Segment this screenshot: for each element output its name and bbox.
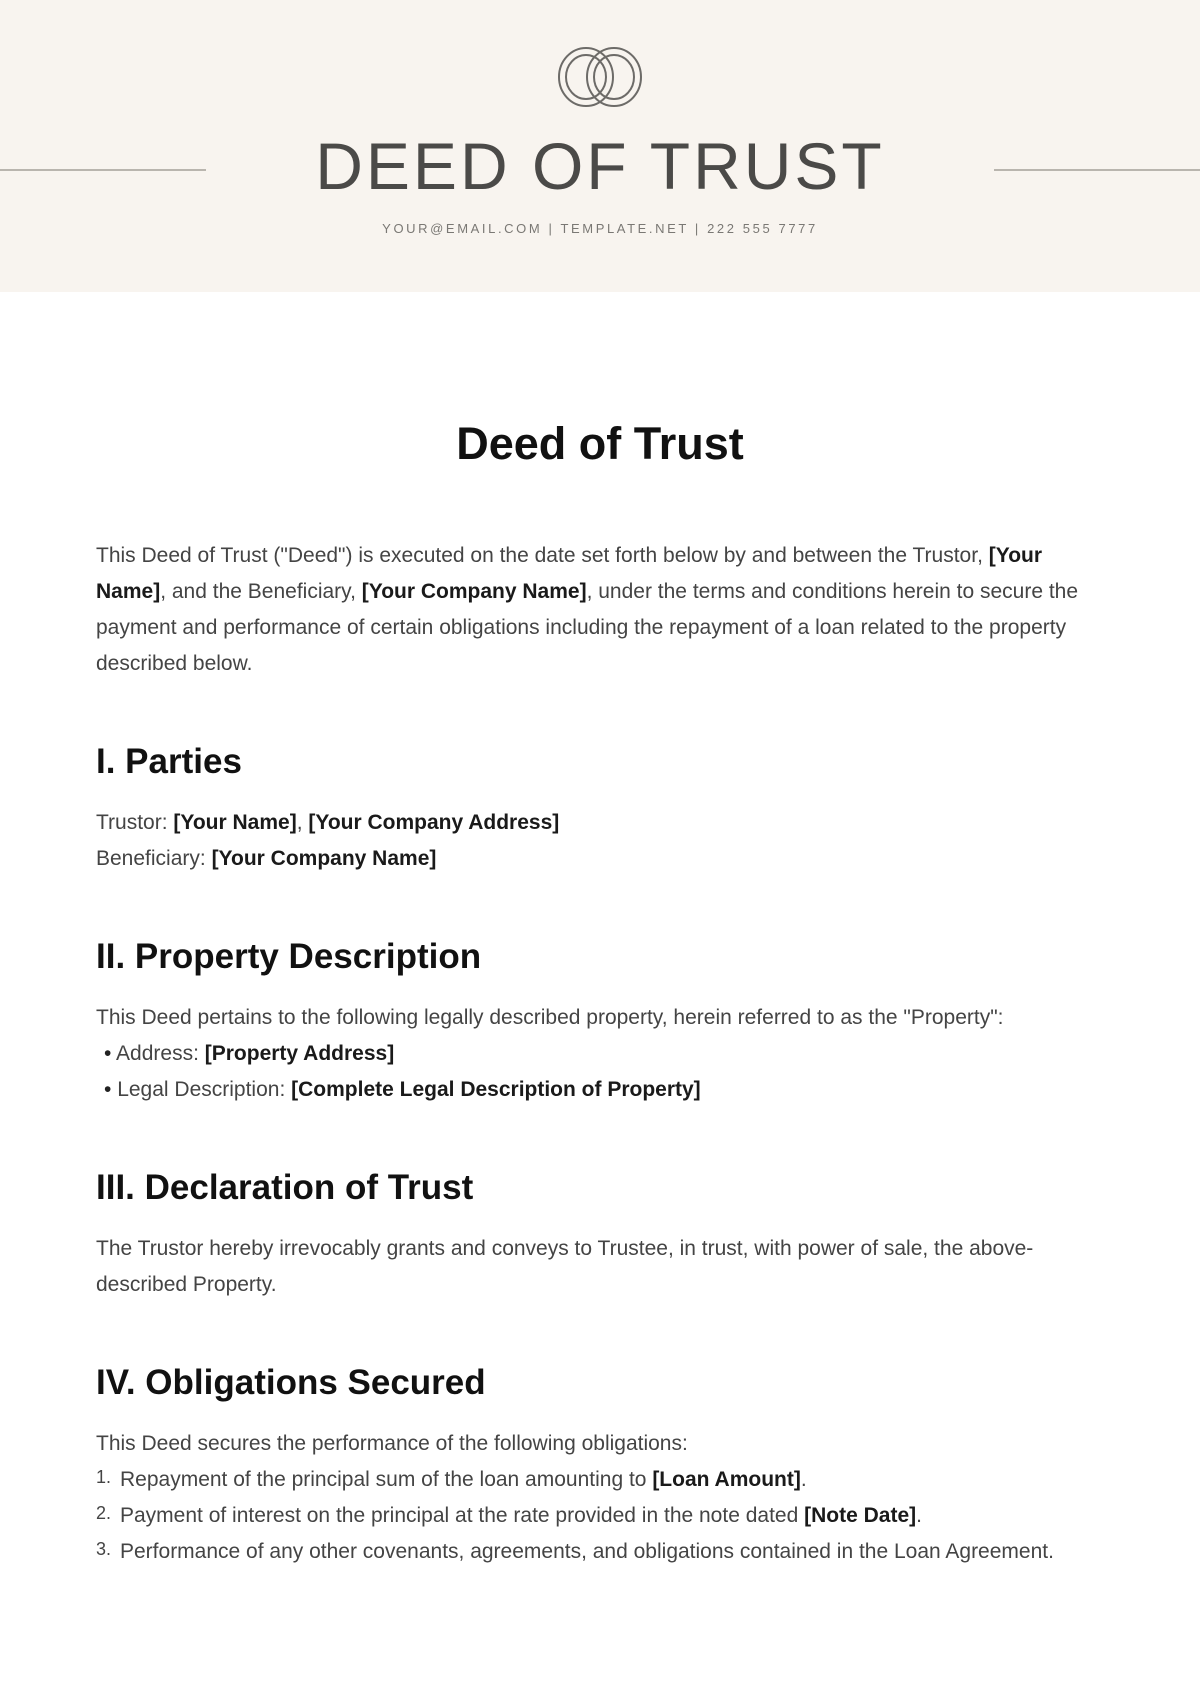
section-property-description xyxy=(96,935,1106,1108)
item-value: [Property Address] xyxy=(204,1042,395,1065)
list-item xyxy=(104,1072,1106,1108)
brand-title: DEED OF TRUST xyxy=(315,129,885,203)
section-text: This Deed pertains to the following legally described property, herein referred to as the "Property": xyxy=(96,1006,1004,1029)
placeholder-company-name: [Your Company Name] xyxy=(361,580,587,603)
section-text: This Deed secures the performance of the following obligations: xyxy=(96,1432,688,1455)
trustor-address: [Your Company Address] xyxy=(308,811,560,834)
item-text: Performance of any other covenants, agreements, and obligations contained in the Loan Agreement. xyxy=(120,1540,1054,1563)
intro-text: , and the Beneficiary, xyxy=(160,580,362,603)
header-banner xyxy=(0,0,1200,292)
intro-text: , under the terms and conditions herein to secure the payment and performance of certain obligations including the repayment of a loan related to the property described below. xyxy=(96,580,1079,675)
section-text: The Trustor hereby irrevocably grants and conveys to Trustee, in trust, with power of sale, the above-described Property. xyxy=(96,1237,1034,1296)
list-item xyxy=(96,1498,1106,1534)
section-declaration-of-trust xyxy=(96,1166,1106,1303)
list-item xyxy=(96,1462,1106,1498)
document-body xyxy=(96,538,1106,1570)
placeholder-your-name: [Your Name] xyxy=(96,544,1043,603)
section-parties xyxy=(96,740,1106,877)
property-list xyxy=(96,1036,1106,1108)
beneficiary-name: [Your Company Name] xyxy=(211,847,437,870)
intro-paragraph xyxy=(96,538,1106,682)
list-item xyxy=(104,1036,1106,1072)
section-heading: III. Declaration of Trust xyxy=(96,1168,474,1207)
trustor-name: [Your Name] xyxy=(173,811,297,834)
item-value: [Complete Legal Description of Property] xyxy=(291,1078,701,1101)
document-title: Deed of Trust xyxy=(456,418,744,469)
item-label: Address: xyxy=(116,1042,205,1065)
beneficiary-line xyxy=(96,841,1106,877)
item-end: . xyxy=(916,1504,922,1527)
interlocking-rings-icon xyxy=(552,44,648,110)
item-text: Payment of interest on the principal at the rate provided in the note dated xyxy=(120,1504,805,1527)
item-number: 2. xyxy=(96,1503,112,1523)
trustor-line xyxy=(96,805,1106,841)
section-obligations-secured xyxy=(96,1361,1106,1570)
item-end: . xyxy=(800,1468,807,1491)
contact-info: YOUR@EMAIL.COM | TEMPLATE.NET | 222 555 7777 xyxy=(382,221,818,236)
item-number: 3. xyxy=(96,1539,112,1559)
trustor-label: Trustor: xyxy=(96,811,174,834)
section-heading: I. Parties xyxy=(96,742,242,781)
list-item xyxy=(96,1534,1106,1570)
beneficiary-label: Beneficiary: xyxy=(96,847,212,870)
item-placeholder: [Loan Amount] xyxy=(652,1468,801,1491)
obligations-list xyxy=(96,1462,1106,1570)
separator: , xyxy=(296,811,309,834)
section-heading: IV. Obligations Secured xyxy=(96,1363,486,1402)
item-text: Repayment of the principal sum of the loan amounting to xyxy=(120,1468,653,1491)
item-number: 1. xyxy=(96,1467,112,1487)
item-label: Legal Description: xyxy=(117,1078,292,1101)
item-placeholder: [Note Date] xyxy=(804,1504,917,1527)
intro-text: This Deed of Trust ("Deed") is executed on the date set forth below by and between the Trustor, xyxy=(96,544,989,567)
section-heading: II. Property Description xyxy=(96,937,482,976)
